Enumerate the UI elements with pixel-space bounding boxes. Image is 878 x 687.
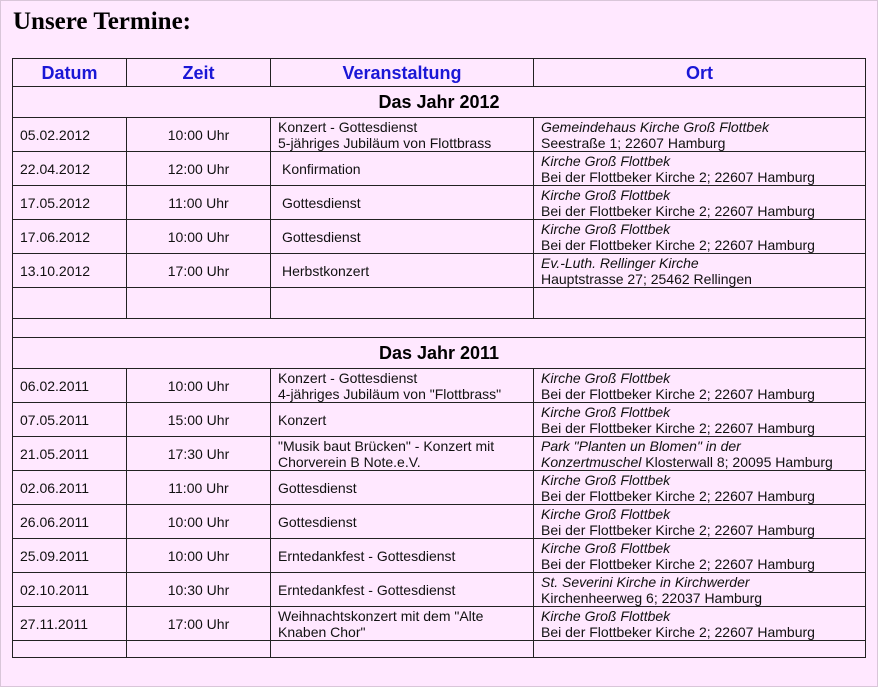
header-location: Ort [534,59,866,87]
location-name: Kirche Groß Flottbek [541,220,671,237]
event-date: 27.11.2011 [13,607,127,641]
event-date: 02.10.2011 [13,573,127,607]
event-time: 12:00 Uhr [127,152,271,186]
event-title-cell [271,403,534,437]
year-heading: Das Jahr 2011 [13,338,866,369]
empty-cell [271,288,534,319]
table-row [13,254,866,288]
empty-cell [271,641,534,658]
event-title-line: Konfirmation [282,160,361,177]
location-name: Park "Planten un Blomen" in der [541,437,741,454]
event-title-line: Chorverein B Note.e.V. [278,453,421,470]
event-date: 06.02.2011 [13,369,127,403]
event-location-cell [534,471,866,505]
event-time: 10:00 Uhr [127,505,271,539]
events-table [12,58,866,658]
event-title-cell [271,437,534,471]
event-time: 10:00 Uhr [127,539,271,573]
location-address: Bei der Flottbeker Kirche 2; 22607 Hamburg [541,521,815,538]
location-address: Bei der Flottbeker Kirche 2; 22607 Hamburg [541,487,815,504]
table-row [13,607,866,641]
event-title-cell [271,539,534,573]
event-date: 17.05.2012 [13,186,127,220]
table-row [13,437,866,471]
location-address: Bei der Flottbeker Kirche 2; 22607 Hamburg [541,385,815,402]
table-row [13,369,866,403]
empty-cell [13,288,127,319]
event-title-cell [271,152,534,186]
event-location-cell [534,152,866,186]
event-time: 11:00 Uhr [127,186,271,220]
location-name-secondary: Konzertmuschel [541,453,642,470]
location-address: Bei der Flottbeker Kirche 2; 22607 Hamburg [541,202,815,219]
location-name: Kirche Groß Flottbek [541,471,671,488]
events-table-body [13,87,866,658]
event-location-cell [534,403,866,437]
table-row [13,539,866,573]
year-section-row [13,338,866,369]
event-date: 22.04.2012 [13,152,127,186]
location-address: Seestraße 1; 22607 Hamburg [541,134,726,151]
event-title-line: Herbstkonzert [282,262,370,279]
table-row [13,220,866,254]
empty-cell [127,641,271,658]
table-header-row [13,59,866,87]
table-row [13,505,866,539]
event-date: 17.06.2012 [13,220,127,254]
empty-cell [127,288,271,319]
empty-cell [534,288,866,319]
event-title-line: Konzert - Gottesdienst [278,118,418,135]
empty-cell [13,641,127,658]
event-title-cell [271,607,534,641]
location-address: Bei der Flottbeker Kirche 2; 22607 Hamburg [541,236,815,253]
section-gap-row [13,319,866,338]
location-address: Bei der Flottbeker Kirche 2; 22607 Hamburg [541,419,815,436]
event-location-cell [534,369,866,403]
event-date: 07.05.2011 [13,403,127,437]
event-time: 11:00 Uhr [127,471,271,505]
event-title-line: Gottesdienst [282,228,361,245]
event-time: 10:00 Uhr [127,220,271,254]
event-location-cell [534,118,866,152]
event-title-line: Erntedankfest - Gottesdienst [278,581,456,598]
table-row [13,471,866,505]
event-title-line: Knaben Chor" [278,623,366,640]
location-address: Bei der Flottbeker Kirche 2; 22607 Hamburg [541,555,815,572]
event-location-cell [534,186,866,220]
header-date: Datum [13,59,127,87]
event-location-cell [534,573,866,607]
location-name: Kirche Groß Flottbek [541,607,671,624]
event-title-line: Erntedankfest - Gottesdienst [278,547,456,564]
event-date: 26.06.2011 [13,505,127,539]
location-name: Kirche Groß Flottbek [541,152,671,169]
location-name: Kirche Groß Flottbek [541,505,671,522]
table-row [13,152,866,186]
event-title-cell [271,186,534,220]
event-time: 17:00 Uhr [127,607,271,641]
empty-row [13,641,866,658]
empty-cell [534,641,866,658]
table-row [13,403,866,437]
event-title-line: "Musik baut Brücken" - Konzert mit [278,437,495,454]
event-date: 21.05.2011 [13,437,127,471]
event-title-line: Konzert [278,411,327,428]
event-title-line: 4-jähriges Jubiläum von "Flottbrass" [278,385,502,402]
location-name: Ev.-Luth. Rellinger Kirche [541,254,699,271]
event-time: 17:00 Uhr [127,254,271,288]
event-title-line: 5-jähriges Jubiläum von Flottbrass [278,134,492,151]
event-title-cell [271,471,534,505]
event-location-cell [534,437,866,471]
event-location-cell [534,539,866,573]
year-heading: Das Jahr 2012 [13,87,866,118]
event-time: 10:00 Uhr [127,118,271,152]
event-title-cell [271,254,534,288]
event-title-line: Gottesdienst [278,479,357,496]
event-title-line: Konzert - Gottesdienst [278,369,418,386]
event-location-cell [534,220,866,254]
event-title-cell [271,118,534,152]
location-address-text: Klosterwall 8; 20095 Hamburg [641,453,833,470]
event-location-cell [534,254,866,288]
location-address: Kirchenheerweg 6; 22037 Hamburg [541,589,763,606]
location-name: Kirche Groß Flottbek [541,186,671,203]
section-gap-cell [13,319,866,338]
location-name: Kirche Groß Flottbek [541,403,671,420]
event-location-cell [534,505,866,539]
header-event: Veranstaltung [271,59,534,87]
event-location-cell [534,607,866,641]
event-date: 05.02.2012 [13,118,127,152]
table-row [13,186,866,220]
empty-row [13,288,866,319]
header-time: Zeit [127,59,271,87]
location-address: Bei der Flottbeker Kirche 2; 22607 Hamburg [541,623,815,640]
event-title-cell [271,573,534,607]
event-title-line: Gottesdienst [282,194,361,211]
location-name: Kirche Groß Flottbek [541,539,671,556]
page-title: Unsere Termine: [13,8,191,35]
table-row [13,573,866,607]
event-title-cell [271,220,534,254]
event-time: 17:30 Uhr [127,437,271,471]
event-date: 13.10.2012 [13,254,127,288]
location-name: Kirche Groß Flottbek [541,369,671,386]
event-time: 10:30 Uhr [127,573,271,607]
event-title-cell [271,369,534,403]
event-date: 25.09.2011 [13,539,127,573]
location-name: Gemeindehaus Kirche Groß Flottbek [541,118,769,135]
location-address: Bei der Flottbeker Kirche 2; 22607 Hamburg [541,168,815,185]
event-title-cell [271,505,534,539]
event-time: 15:00 Uhr [127,403,271,437]
table-row [13,118,866,152]
location-address: Hauptstrasse 27; 25462 Rellingen [541,270,752,287]
year-section-row [13,87,866,118]
event-date: 02.06.2011 [13,471,127,505]
event-title-line: Gottesdienst [278,513,357,530]
event-time: 10:00 Uhr [127,369,271,403]
event-title-line: Weihnachtskonzert mit dem "Alte [278,607,484,624]
location-name: St. Severini Kirche in Kirchwerder [541,573,750,590]
location-address [541,454,858,470]
